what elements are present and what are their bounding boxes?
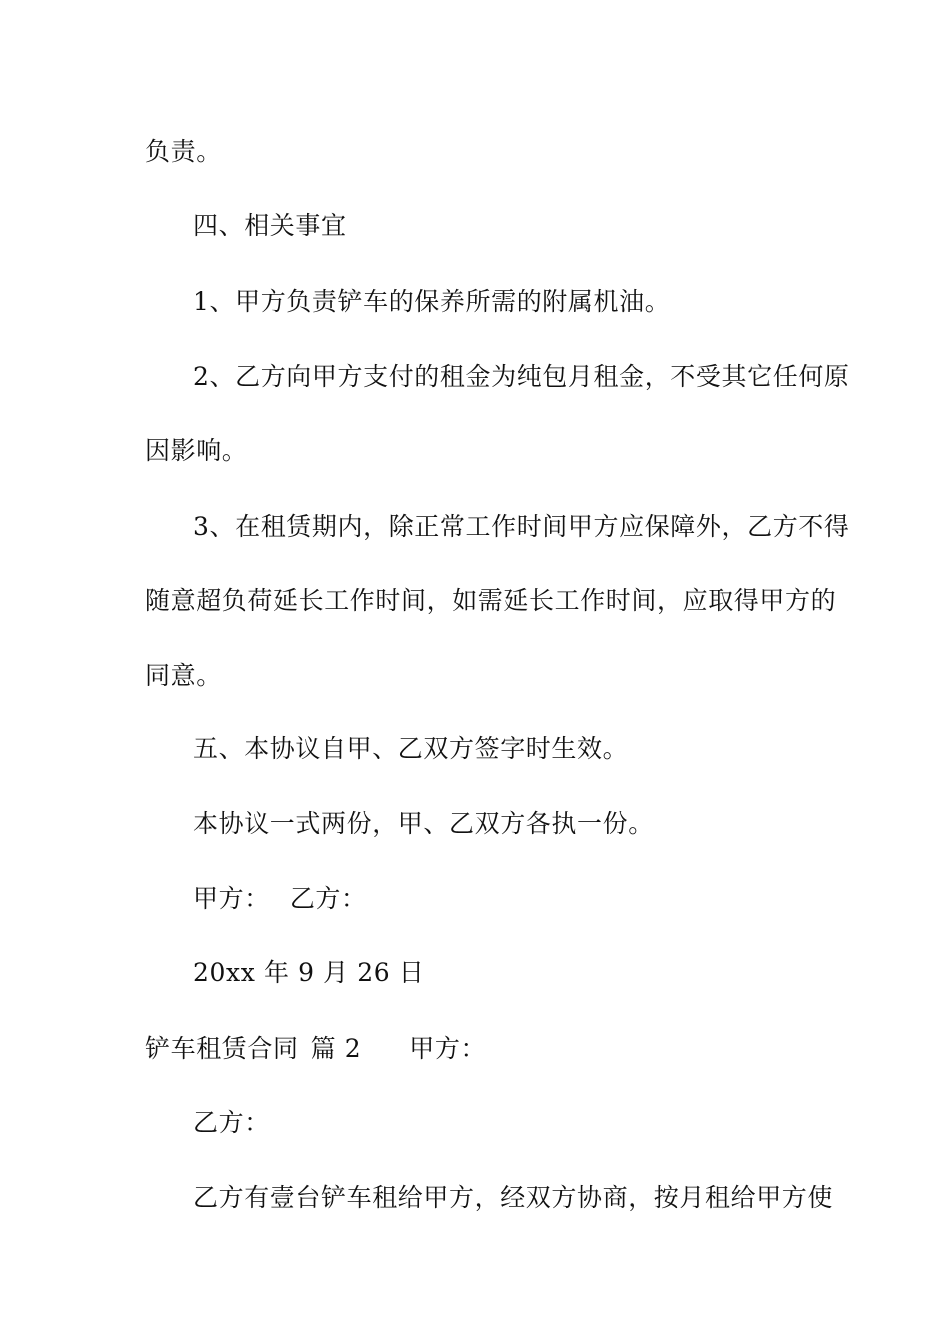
text-line-item-3: 3、在租赁期内，除正常工作时间甲方应保障外，乙方不得 [193, 512, 850, 541]
text-line-contract-body: 乙方有壹台铲车租给甲方，经双方协商，按月租给甲方使 [193, 1183, 834, 1212]
text-line-1: 负责。 [145, 137, 222, 166]
section-heading-four: 四、相关事宜 [193, 211, 347, 240]
contract-number: 篇 2 [310, 1034, 362, 1063]
text-line-item-3-cont: 随意超负荷延长工作时间，如需延长工作时间，应取得甲方的 [145, 586, 837, 615]
contract-title: 铲车租赁合同 [145, 1034, 299, 1063]
section-heading-five: 五、本协议自甲、乙双方签字时生效。 [193, 734, 629, 763]
text-line-item-2: 2、乙方向甲方支付的租金为纯包月租金，不受其它任何原 [193, 362, 850, 391]
signature-line [193, 884, 367, 914]
contract-heading [145, 1034, 486, 1064]
party-b-line: 乙方： [193, 1108, 270, 1137]
party-b-label: 乙方： [289, 884, 367, 913]
text-line-item-1: 1、甲方负责铲车的保养所需的附属机油。 [193, 287, 671, 316]
party-a-label: 甲方： [193, 884, 270, 913]
contract-party-a-label: 甲方： [409, 1034, 487, 1063]
text-line-item-2-cont: 因影响。 [145, 436, 248, 465]
text-line-copies: 本协议一式两份，甲、乙双方各执一份。 [193, 809, 654, 838]
text-line-item-3-end: 同意。 [145, 661, 222, 690]
date-line: 20xx 年 9 月 26 日 [193, 958, 425, 987]
